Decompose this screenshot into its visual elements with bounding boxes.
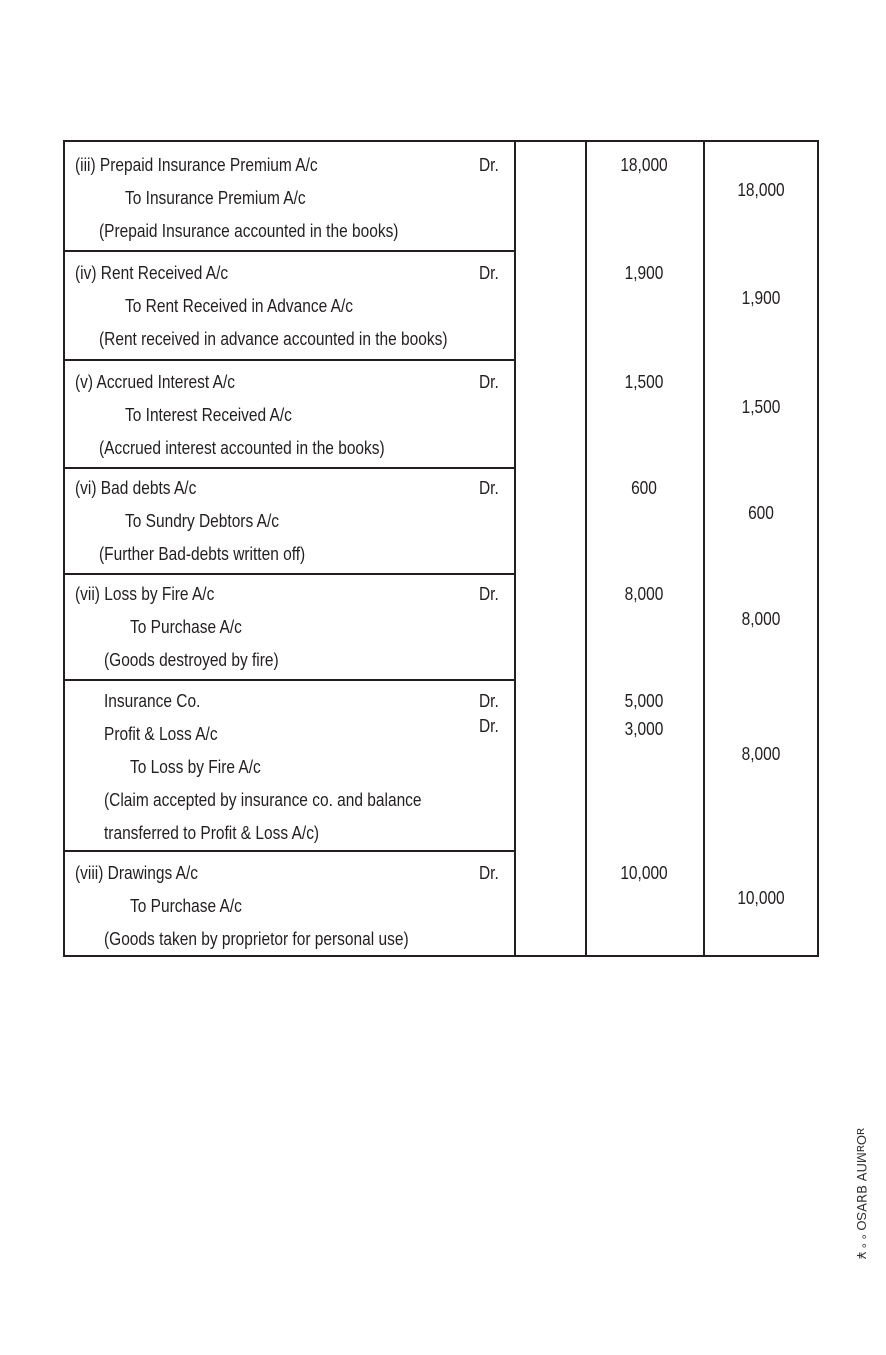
debit-amount: 10,000	[620, 863, 668, 883]
printer-mark	[846, 1128, 872, 1298]
credit-amount: 1,900	[741, 288, 781, 308]
debit-amount: 600	[631, 478, 657, 498]
debit-amount: 8,000	[624, 584, 664, 604]
printer-mark-text: ᴚOᴚMꓵ∀ ꓭꓤ∀SO ° ° ¥	[854, 1128, 869, 1260]
credit-amount: 10,000	[737, 888, 785, 908]
credit-account: To Rent Received in Advance A/c	[125, 296, 354, 316]
credit-account: To Loss by Fire A/c	[130, 757, 261, 777]
debit-account: Insurance Co.	[104, 691, 201, 711]
narration: (Prepaid Insurance accounted in the books)	[99, 221, 399, 241]
narration: (Goods destroyed by fire)	[104, 650, 279, 670]
debit-account: (vii) Loss by Fire A/c	[75, 584, 215, 604]
credit-amount: 8,000	[741, 744, 781, 764]
credit-amount: 8,000	[741, 609, 781, 629]
credit-amount: 600	[748, 503, 774, 523]
debit-account: (iii) Prepaid Insurance Premium A/c	[75, 155, 318, 175]
credit-account: To Insurance Premium A/c	[125, 188, 306, 208]
debit-amount: 5,000	[624, 691, 664, 711]
credit-amount: 18,000	[737, 180, 785, 200]
column-rule-particulars	[514, 140, 516, 957]
narration: (Rent received in advance accounted in the books)	[99, 329, 448, 349]
dr-mark: Dr.	[479, 372, 499, 392]
debit-account: (v) Accrued Interest A/c	[75, 372, 236, 392]
credit-account: To Purchase A/c	[130, 896, 242, 916]
credit-account: To Sundry Debtors A/c	[125, 511, 280, 531]
debit-account: (vi) Bad debts A/c	[75, 478, 197, 498]
row-divider	[63, 679, 516, 681]
row-divider	[63, 850, 516, 852]
debit-account: (viii) Drawings A/c	[75, 863, 199, 883]
dr-mark: Dr.	[479, 584, 499, 604]
debit-amount: 18,000	[620, 155, 668, 175]
dr-mark: Dr.	[479, 691, 499, 711]
dr-mark: Dr.	[479, 863, 499, 883]
dr-mark: Dr.	[479, 478, 499, 498]
narration: (Further Bad-debts written off)	[99, 544, 306, 564]
credit-account: To Purchase A/c	[130, 617, 242, 637]
dr-mark: Dr.	[479, 716, 499, 736]
debit-account: (iv) Rent Received A/c	[75, 263, 229, 283]
column-rule-lf	[585, 140, 587, 957]
debit-account: Profit & Loss A/c	[104, 724, 218, 744]
debit-amount: 1,500	[624, 372, 664, 392]
narration: (Accrued interest accounted in the books)	[99, 438, 385, 458]
debit-amount: 3,000	[624, 719, 664, 739]
row-divider	[63, 359, 516, 361]
credit-amount: 1,500	[741, 397, 781, 417]
column-rule-debit	[703, 140, 705, 957]
dr-mark: Dr.	[479, 155, 499, 175]
journal-table	[63, 140, 819, 957]
row-divider	[63, 467, 516, 469]
debit-amount: 1,900	[624, 263, 664, 283]
narration: (Claim accepted by insurance co. and balance	[104, 790, 422, 810]
row-divider	[63, 573, 516, 575]
dr-mark: Dr.	[479, 263, 499, 283]
row-divider	[63, 250, 516, 252]
narration: transferred to Profit & Loss A/c)	[104, 823, 320, 843]
narration: (Goods taken by proprietor for personal use)	[104, 929, 409, 949]
credit-account: To Interest Received A/c	[125, 405, 292, 425]
